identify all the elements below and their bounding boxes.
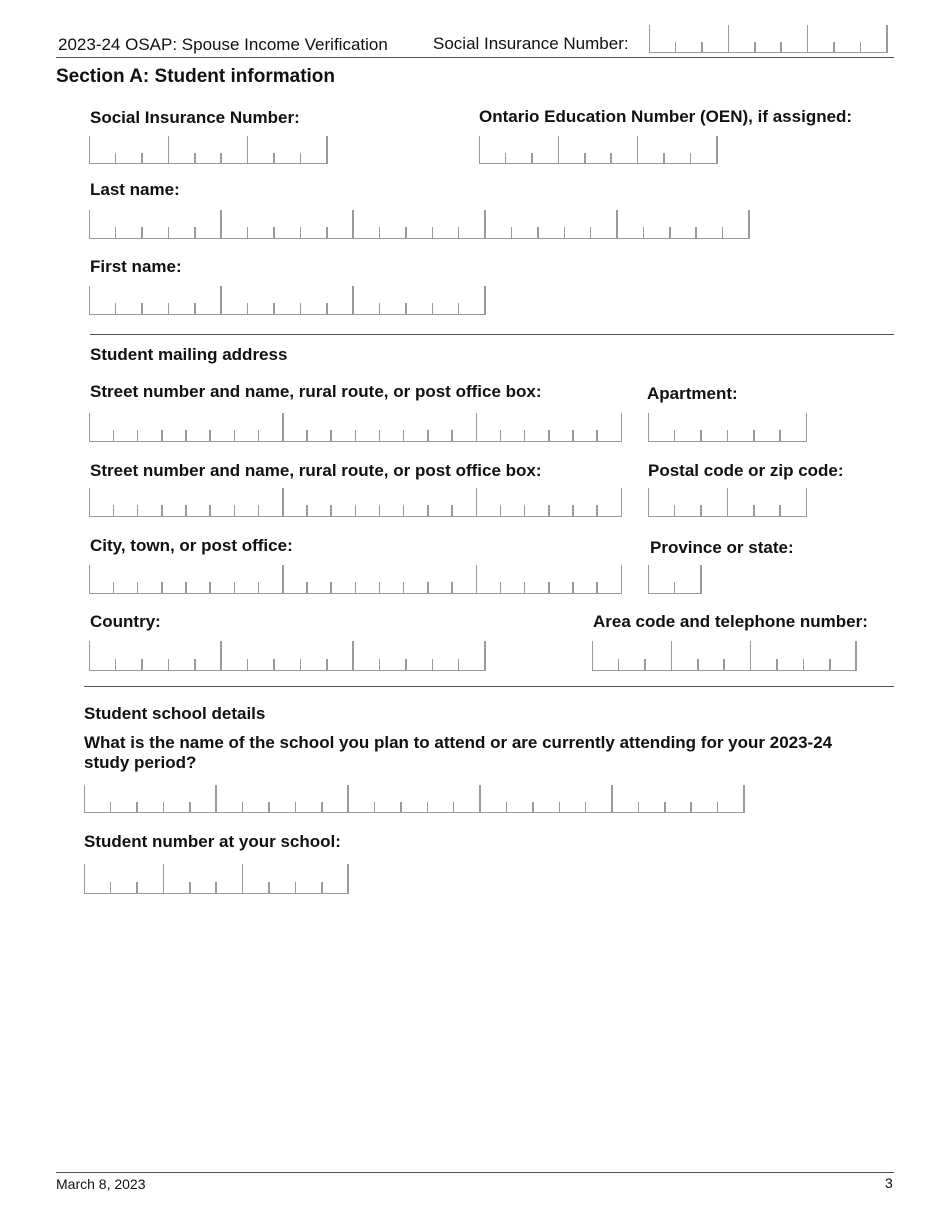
char-cell [501, 488, 525, 516]
char-cell [308, 413, 332, 441]
char-cell [211, 413, 235, 441]
char-cell [90, 488, 114, 516]
header-sin-input[interactable] [649, 25, 888, 53]
char-cell [725, 641, 751, 670]
char-cell [196, 286, 222, 314]
char-cell [275, 641, 301, 670]
char-cell [296, 864, 322, 893]
char-cell [697, 210, 723, 238]
char-cell [486, 210, 512, 238]
char-cell [665, 136, 691, 163]
char-cell [402, 785, 428, 812]
char-cell [691, 136, 717, 163]
char-cell [453, 565, 477, 593]
city-input[interactable] [89, 565, 622, 594]
char-cell [539, 210, 565, 238]
char-cell [454, 785, 480, 812]
char-cell [323, 864, 349, 893]
char-cell [429, 488, 453, 516]
char-cell [222, 641, 248, 670]
char-cell [675, 488, 701, 516]
char-cell [433, 286, 459, 314]
char-cell [85, 785, 111, 812]
char-cell [453, 488, 477, 516]
char-cell [407, 286, 433, 314]
char-cell [111, 785, 137, 812]
char-cell [191, 785, 217, 812]
street2-label: Street number and name, rural route, or post office box: [90, 461, 542, 480]
char-cell [429, 413, 453, 441]
char-cell [619, 641, 645, 670]
char-cell [380, 488, 404, 516]
section-a-title: Section A: Student information [56, 66, 336, 87]
student-number-label: Student number at your school: [84, 832, 341, 851]
char-cell [270, 785, 296, 812]
char-cell [676, 25, 702, 52]
char-cell [723, 210, 749, 238]
phone-input[interactable] [592, 641, 857, 671]
char-cell [560, 785, 586, 812]
char-cell [453, 413, 477, 441]
char-cell [666, 785, 692, 812]
char-cell [586, 785, 612, 812]
char-cell [459, 641, 485, 670]
char-cell [692, 785, 718, 812]
char-cell [164, 785, 190, 812]
province-input[interactable] [648, 565, 702, 594]
char-cell [164, 864, 190, 893]
char-cell [612, 136, 638, 163]
char-cell [259, 413, 283, 441]
char-cell [550, 565, 574, 593]
phone-label: Area code and telephone number: [593, 612, 868, 631]
char-cell [196, 210, 222, 238]
char-cell [533, 136, 559, 163]
char-cell [755, 413, 781, 441]
char-cell [211, 488, 235, 516]
footer-divider [56, 1172, 894, 1173]
char-cell [525, 488, 549, 516]
char-cell [565, 210, 591, 238]
footer-date: March 8, 2023 [56, 1176, 146, 1192]
char-cell [248, 136, 274, 163]
char-cell [116, 136, 142, 163]
char-cell [235, 413, 259, 441]
char-cell [480, 136, 506, 163]
char-cell [804, 641, 830, 670]
char-cell [323, 785, 349, 812]
char-cell [138, 785, 164, 812]
char-cell [138, 864, 164, 893]
char-cell [477, 565, 501, 593]
char-cell [671, 210, 697, 238]
char-cell [586, 136, 612, 163]
char-cell [699, 641, 725, 670]
char-cell [284, 565, 308, 593]
char-cell [328, 210, 354, 238]
char-cell [275, 286, 301, 314]
char-cell [259, 488, 283, 516]
char-cell [550, 413, 574, 441]
province-label: Province or state: [650, 538, 794, 557]
char-cell [781, 413, 807, 441]
char-cell [751, 641, 777, 670]
char-cell [217, 785, 243, 812]
char-cell [380, 413, 404, 441]
char-cell [235, 565, 259, 593]
char-cell [169, 641, 195, 670]
char-cell [755, 488, 781, 516]
char-cell [308, 488, 332, 516]
char-cell [672, 641, 698, 670]
char-cell [861, 25, 887, 52]
char-cell [477, 488, 501, 516]
char-cell [308, 565, 332, 593]
char-cell [284, 488, 308, 516]
char-cell [191, 864, 217, 893]
form-title: 2023-24 OSAP: Spouse Income Verification [58, 35, 388, 54]
char-cell [163, 565, 187, 593]
char-cell [301, 641, 327, 670]
char-cell [559, 136, 585, 163]
page-number: 3 [885, 1175, 893, 1191]
char-cell [756, 25, 782, 52]
char-cell [187, 488, 211, 516]
char-cell [328, 286, 354, 314]
char-cell [116, 641, 142, 670]
char-cell [187, 413, 211, 441]
char-cell [702, 413, 728, 441]
header-sin-label: Social Insurance Number: [433, 34, 629, 53]
last-name-label: Last name: [90, 180, 180, 199]
char-cell [222, 286, 248, 314]
street2-input[interactable] [89, 488, 622, 517]
char-cell [248, 210, 274, 238]
city-label: City, town, or post office: [90, 536, 293, 555]
char-cell [808, 25, 834, 52]
char-cell [248, 641, 274, 670]
char-cell [649, 488, 675, 516]
char-cell [649, 413, 675, 441]
char-cell [243, 864, 269, 893]
char-cell [143, 210, 169, 238]
char-cell [404, 565, 428, 593]
char-cell [114, 565, 138, 593]
sin-input[interactable] [89, 136, 328, 164]
country-input[interactable] [89, 641, 486, 671]
school-divider [84, 686, 894, 687]
char-cell [375, 785, 401, 812]
char-cell [728, 488, 754, 516]
char-cell [138, 413, 162, 441]
char-cell [114, 413, 138, 441]
school-heading: Student school details [84, 704, 266, 723]
school-name-input[interactable] [84, 785, 745, 813]
char-cell [404, 413, 428, 441]
char-cell [429, 565, 453, 593]
char-cell [477, 413, 501, 441]
first-name-input[interactable] [89, 286, 486, 315]
char-cell [618, 210, 644, 238]
char-cell [380, 286, 406, 314]
char-cell [116, 286, 142, 314]
header-divider [56, 57, 894, 58]
char-cell [507, 785, 533, 812]
char-cell [501, 413, 525, 441]
char-cell [138, 565, 162, 593]
char-cell [380, 565, 404, 593]
char-cell [613, 785, 639, 812]
char-cell [196, 136, 222, 163]
char-cell [356, 413, 380, 441]
char-cell [649, 565, 675, 593]
char-cell [169, 286, 195, 314]
char-cell [591, 210, 617, 238]
char-cell [332, 488, 356, 516]
char-cell [328, 641, 354, 670]
char-cell [433, 210, 459, 238]
char-cell [163, 488, 187, 516]
char-cell [296, 785, 322, 812]
sin-label: Social Insurance Number: [90, 108, 300, 127]
char-cell [211, 565, 235, 593]
char-cell [349, 785, 375, 812]
char-cell [284, 413, 308, 441]
char-cell [143, 641, 169, 670]
char-cell [598, 413, 622, 441]
oen-input[interactable] [479, 136, 718, 164]
char-cell [525, 413, 549, 441]
char-cell [356, 488, 380, 516]
char-cell [481, 785, 507, 812]
char-cell [646, 641, 672, 670]
char-cell [702, 488, 728, 516]
char-cell [143, 286, 169, 314]
char-cell [728, 413, 754, 441]
char-cell [718, 785, 744, 812]
char-cell [729, 25, 755, 52]
char-cell [598, 565, 622, 593]
char-cell [638, 136, 664, 163]
char-cell [275, 210, 301, 238]
char-cell [404, 488, 428, 516]
char-cell [459, 210, 485, 238]
char-cell [217, 864, 243, 893]
char-cell [782, 25, 808, 52]
char-cell [354, 641, 380, 670]
char-cell [574, 565, 598, 593]
char-cell [550, 488, 574, 516]
char-cell [525, 565, 549, 593]
char-cell [187, 565, 211, 593]
char-cell [831, 641, 857, 670]
char-cell [574, 488, 598, 516]
char-cell [593, 641, 619, 670]
school-name-question: What is the name of the school you plan to attend or are currently attending for your 2023-24 study period? [84, 733, 833, 772]
char-cell [332, 565, 356, 593]
char-cell [248, 286, 274, 314]
char-cell [301, 210, 327, 238]
char-cell [301, 136, 327, 163]
char-cell [433, 641, 459, 670]
last-name-input[interactable] [89, 210, 750, 239]
char-cell [332, 413, 356, 441]
apartment-input[interactable] [648, 413, 807, 442]
apartment-label: Apartment: [647, 384, 738, 403]
char-cell [143, 136, 169, 163]
char-cell [243, 785, 269, 812]
char-cell [90, 641, 116, 670]
char-cell [512, 210, 538, 238]
char-cell [639, 785, 665, 812]
country-label: Country: [90, 612, 161, 631]
char-cell [169, 210, 195, 238]
char-cell [222, 136, 248, 163]
char-cell [169, 136, 195, 163]
char-cell [459, 286, 485, 314]
char-cell [703, 25, 729, 52]
char-cell [644, 210, 670, 238]
char-cell [534, 785, 560, 812]
char-cell [222, 210, 248, 238]
char-cell [90, 413, 114, 441]
char-cell [270, 864, 296, 893]
char-cell [501, 565, 525, 593]
char-cell [235, 488, 259, 516]
char-cell [675, 413, 701, 441]
char-cell [301, 286, 327, 314]
char-cell [650, 25, 676, 52]
char-cell [380, 210, 406, 238]
oen-label: Ontario Education Number (OEN), if assigned: [479, 107, 853, 126]
char-cell [259, 565, 283, 593]
char-cell [675, 565, 701, 593]
char-cell [380, 641, 406, 670]
postal-input[interactable] [648, 488, 807, 517]
char-cell [90, 565, 114, 593]
char-cell [354, 286, 380, 314]
char-cell [407, 641, 433, 670]
char-cell [85, 864, 111, 893]
char-cell [506, 136, 532, 163]
char-cell [781, 488, 807, 516]
char-cell [275, 136, 301, 163]
street1-input[interactable] [89, 413, 622, 442]
char-cell [111, 864, 137, 893]
char-cell [116, 210, 142, 238]
char-cell [778, 641, 804, 670]
mailing-address-heading: Student mailing address [90, 345, 288, 364]
address-divider [90, 334, 894, 335]
char-cell [90, 210, 116, 238]
char-cell [574, 413, 598, 441]
char-cell [835, 25, 861, 52]
char-cell [90, 286, 116, 314]
student-number-input[interactable] [84, 864, 349, 894]
char-cell [428, 785, 454, 812]
char-cell [354, 210, 380, 238]
char-cell [114, 488, 138, 516]
char-cell [407, 210, 433, 238]
char-cell [138, 488, 162, 516]
char-cell [356, 565, 380, 593]
postal-label: Postal code or zip code: [648, 461, 844, 480]
char-cell [598, 488, 622, 516]
street1-label: Street number and name, rural route, or post office box: [90, 382, 542, 401]
char-cell [90, 136, 116, 163]
char-cell [163, 413, 187, 441]
first-name-label: First name: [90, 257, 182, 276]
char-cell [196, 641, 222, 670]
